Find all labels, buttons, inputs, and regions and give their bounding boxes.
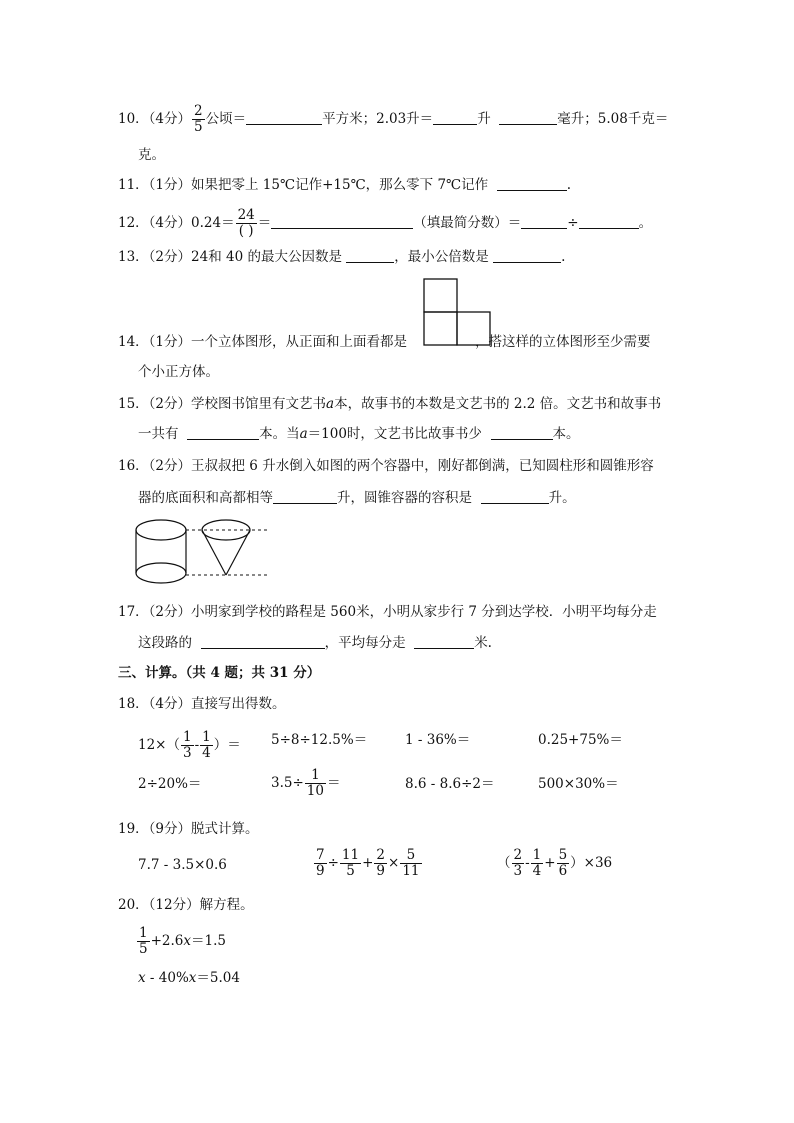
fraction: $\frac{24}{( )}$	[237, 207, 255, 239]
q20-title: 20．（12分）解方程。	[118, 897, 254, 913]
cylinder-cone-figure	[134, 518, 270, 588]
q16-line1: 16．（2分）王叔叔把 6 升水倒入如图的两个容器中，刚好都倒满，已知圆柱形和圆锥形容	[118, 458, 654, 474]
fraction: $\frac{1}{4}$	[202, 729, 211, 761]
q13: 13．（2分）24和 40 的最大公因数是 ，最小公倍数是 .	[118, 249, 566, 265]
q18-item-d: 0.25+75%＝	[538, 732, 623, 748]
q20-eq-b: x - 40%x＝5.04	[138, 970, 240, 986]
fraction: $\frac{1}{4}$	[532, 847, 542, 879]
answer-blank[interactable]	[497, 176, 567, 191]
q10-line1: 10．（4分） $\frac{2}{5}$ 公顷＝ 平方米；2.03升＝ 升 毫升；5.08千克＝	[118, 103, 669, 135]
q18-item-f: 3.5÷ $\frac{1}{10}$ ＝	[271, 767, 341, 799]
q14-line2: 个小正方体。	[138, 364, 219, 380]
q10-line2: 克。	[138, 147, 165, 163]
answer-blank[interactable]	[481, 489, 549, 504]
q19-item-a: 7.7 - 3.5×0.6	[138, 857, 227, 873]
fraction: $\frac{2}{5}$	[194, 103, 203, 135]
q18-title: 18．（4分）直接写出得数。	[118, 696, 286, 712]
fraction: $\frac{5}{6}$	[558, 847, 568, 879]
answer-blank[interactable]	[201, 634, 325, 649]
answer-blank[interactable]	[187, 425, 259, 440]
section-title: 三、计算。（共 4 题；共 31 分）	[118, 665, 321, 681]
q14-line1: 14．（1分）一个立体图形，从正面和上面看都是 ，搭这样的立体图形至少需要	[118, 334, 651, 350]
q15-line1: 15．（2分）学校图书馆里有文艺书a本，故事书的本数是文艺书的 2.2 倍。文艺书和故事书	[118, 396, 662, 412]
q17-line2: 这段路的 ，平均每分走 米.	[138, 635, 492, 651]
q19-item-c: （ $\frac{2}{3}$ - $\frac{1}{4}$ + $\frac{5}{6}$ ）×36	[497, 847, 613, 879]
q11: 11．（1分）如果把零上 15℃记作+15℃，那么零下 7℃记作 .	[118, 177, 572, 193]
q17-line1: 17．（2分）小明家到学校的路程是 560米，小明从家步行 7 分到达学校．小明平均每分走	[118, 604, 657, 620]
q19-title: 19．（9分）脱式计算。	[118, 821, 259, 837]
fraction: $\frac{7}{9}$	[316, 847, 325, 879]
fraction: $\frac{1}{5}$	[139, 925, 148, 957]
answer-blank[interactable]	[491, 425, 553, 440]
answer-blank[interactable]	[499, 110, 557, 125]
answer-blank[interactable]	[579, 214, 639, 229]
answer-blank[interactable]	[414, 634, 474, 649]
q16-line2: 器的底面积和高都相等 升，圆锥容器的容积是 升。	[138, 490, 576, 506]
answer-blank[interactable]	[433, 110, 477, 125]
q12: 12．（4分）0.24＝ $\frac{24}{( )}$ ＝ （填最简分数）＝ ÷ 。	[118, 207, 653, 239]
q18-item-c: 1 - 36%＝	[405, 732, 471, 748]
answer-blank[interactable]	[521, 214, 567, 229]
q19-item-b: $\frac{7}{9}$ ÷ $\frac{11}{5}$ + $\frac{2}{9}$ × $\frac{5}{11}$	[316, 847, 420, 879]
fraction: $\frac{1}{3}$	[183, 729, 192, 761]
fraction: $\frac{2}{9}$	[376, 847, 385, 879]
answer-blank[interactable]	[346, 248, 394, 263]
fraction: $\frac{5}{11}$	[402, 847, 420, 879]
q20-eq-a: $\frac{1}{5}$ +2.6x＝1.5	[139, 925, 226, 957]
answer-blank[interactable]	[493, 248, 561, 263]
q18-item-e: 2÷20%＝	[138, 776, 202, 792]
q18-item-g: 8.6 - 8.6÷2＝	[405, 776, 495, 792]
fraction: $\frac{1}{10}$	[306, 767, 324, 799]
answer-blank[interactable]	[246, 110, 322, 125]
fraction: $\frac{2}{3}$	[513, 847, 523, 879]
fraction: $\frac{11}{5}$	[341, 847, 360, 879]
q18-item-h: 500×30%＝	[538, 776, 619, 792]
q18-item-a: 12×（ $\frac{1}{3}$ - $\frac{1}{4}$ ）＝	[138, 729, 241, 761]
answer-blank[interactable]	[273, 489, 337, 504]
q15-line2: 一共有 本。当a＝100时，文艺书比故事书少 本。	[138, 426, 580, 442]
answer-blank[interactable]	[271, 214, 413, 229]
q18-item-b: 5÷8÷12.5%＝	[271, 732, 368, 748]
